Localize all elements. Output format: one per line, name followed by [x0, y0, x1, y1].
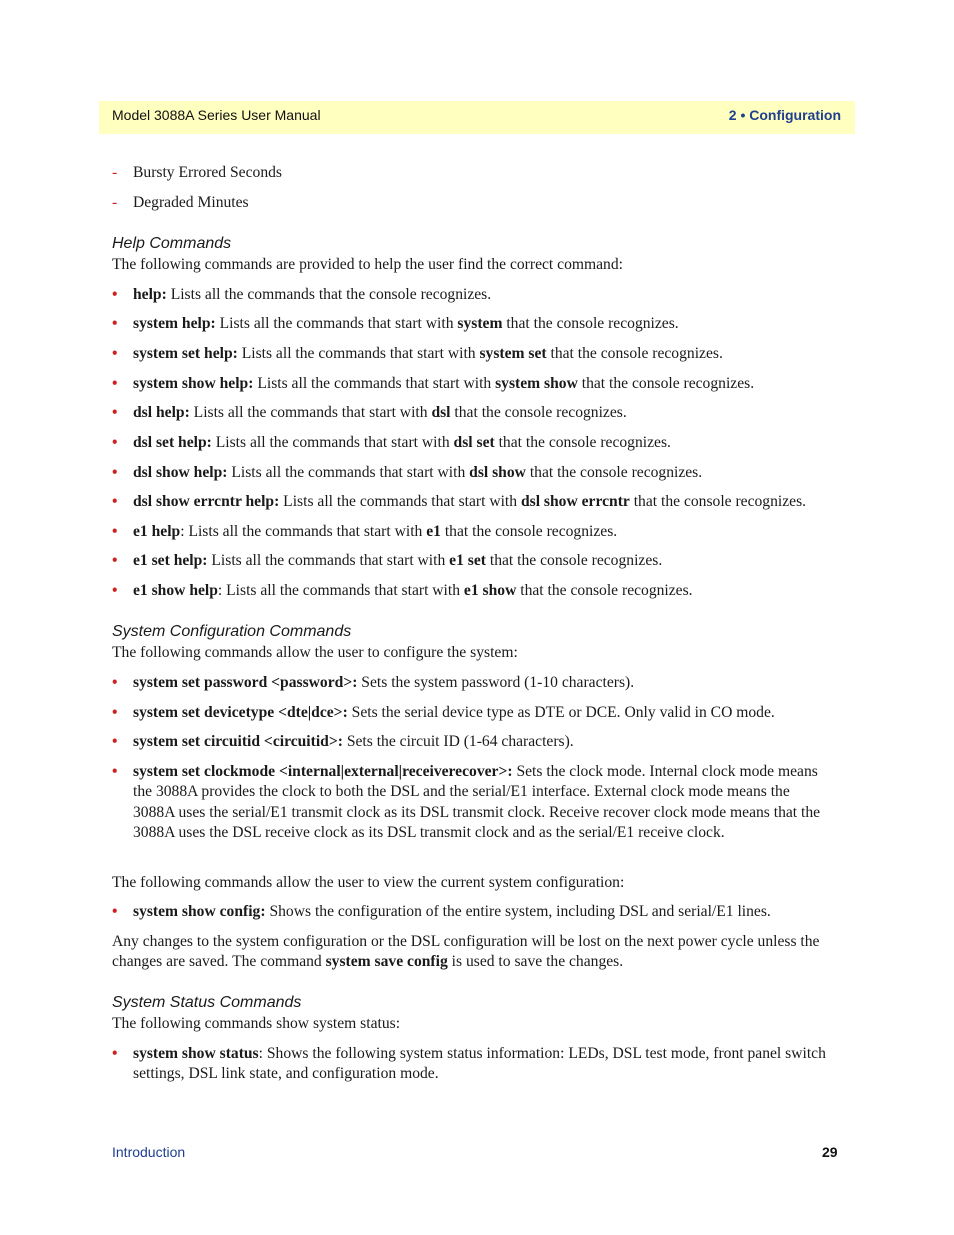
section-heading-help: Help Commands: [112, 235, 232, 252]
view-config-intro: The following commands allow the user to view the current system configuration:: [112, 874, 625, 891]
help-intro: The following commands are provided to help the user find the correct command:: [112, 256, 623, 273]
list-item: • dsl show errcntr help: Lists all the commands that start with dsl show errcntr that the console recognizes.: [112, 492, 842, 512]
bullet-marker: •: [112, 434, 118, 451]
list-item: • e1 show help: Lists all the commands that start with e1 show that the console recognizes.: [112, 581, 842, 601]
bullet-marker: •: [112, 523, 118, 540]
dash-marker: -: [112, 194, 118, 211]
manual-title: Model 3088A Series User Manual: [112, 107, 321, 123]
list-item: • system help: Lists all the commands that start with system that the console recognizes.: [112, 314, 842, 334]
bullet-marker: •: [112, 763, 118, 780]
list-item: • system show config: Shows the configuration of the entire system, including DSL and serial/E1 lines.: [112, 902, 842, 922]
bullet-marker: •: [112, 674, 118, 691]
system-config-intro: The following commands allow the user to configure the system:: [112, 644, 518, 661]
bullet-marker: •: [112, 733, 118, 750]
list-item: • system set password <password>: Sets the system password (1-10 characters).: [112, 673, 842, 693]
section-heading-system-status: System Status Commands: [112, 994, 302, 1011]
dash-marker: -: [112, 164, 118, 181]
bullet-marker: •: [112, 404, 118, 421]
bullet-marker: •: [112, 903, 118, 920]
section-heading-system-config: System Configuration Commands: [112, 623, 352, 640]
list-item: - Degraded Minutes: [112, 193, 863, 213]
bullet-marker: •: [112, 286, 118, 303]
bullet-marker: •: [112, 315, 118, 332]
footer-section-link[interactable]: Introduction: [112, 1144, 186, 1160]
list-item: • e1 help: Lists all the commands that start with e1 that the console recognizes.: [112, 522, 842, 542]
bullet-marker: •: [112, 704, 118, 721]
list-item: • dsl show help: Lists all the commands that start with dsl show that the console recognizes.: [112, 463, 842, 483]
page-number: 29: [822, 1144, 838, 1160]
list-item: - Bursty Errored Seconds: [112, 163, 863, 183]
bullet-marker: •: [112, 493, 118, 510]
bullet-marker: •: [112, 552, 118, 569]
list-item: • dsl help: Lists all the commands that start with dsl that the console recognizes.: [112, 403, 842, 423]
list-item: • system set help: Lists all the commands that start with system set that the console recognizes.: [112, 344, 842, 364]
list-item: • system set devicetype <dte|dce>: Sets the serial device type as DTE or DCE. Only valid in CO mode.: [112, 703, 842, 723]
save-note: Any changes to the system configuration or the DSL configuration will be lost on the next power cycle unless the changes are saved. The command system save config is used to save the changes.: [112, 933, 820, 971]
bullet-marker: •: [112, 582, 118, 599]
list-item: • system show status: Shows the following system status information: LEDs, DSL test mode, front panel switch settings, DSL link state, and configuration mode.: [112, 1045, 826, 1083]
bullet-marker: •: [112, 1045, 118, 1062]
list-item: • e1 set help: Lists all the commands that start with e1 set that the console recognizes.: [112, 551, 842, 571]
list-item: • system set circuitid <circuitid>: Sets the circuit ID (1-64 characters).: [112, 732, 842, 752]
running-header: [99, 101, 855, 134]
list-item: • system show help: Lists all the commands that start with system show that the console recognizes.: [112, 374, 842, 394]
bullet-marker: •: [112, 345, 118, 362]
bullet-marker: •: [112, 375, 118, 392]
list-item: • system set clockmode <internal|external|receiverecover>: Sets the clock mode. Internal clock mode means the 3088A provides the clock to both the DSL and the serial/E1 interface. External clock mode means the 3088A uses the serial/E1 transmit clock as its DSL transmit clock. Receive recover clock mode means that the 3088A uses the DSL receive clock as its DSL transmit clock and as the serial/E1 receive clock.: [112, 763, 821, 841]
system-status-intro: The following commands show system status:: [112, 1015, 401, 1032]
list-item: • dsl set help: Lists all the commands that start with dsl set that the console recognizes.: [112, 433, 842, 453]
bullet-marker: •: [112, 464, 118, 481]
chapter-title: 2 • Configuration: [728, 107, 841, 123]
list-item: • help: Lists all the commands that the console recognizes.: [112, 285, 842, 305]
